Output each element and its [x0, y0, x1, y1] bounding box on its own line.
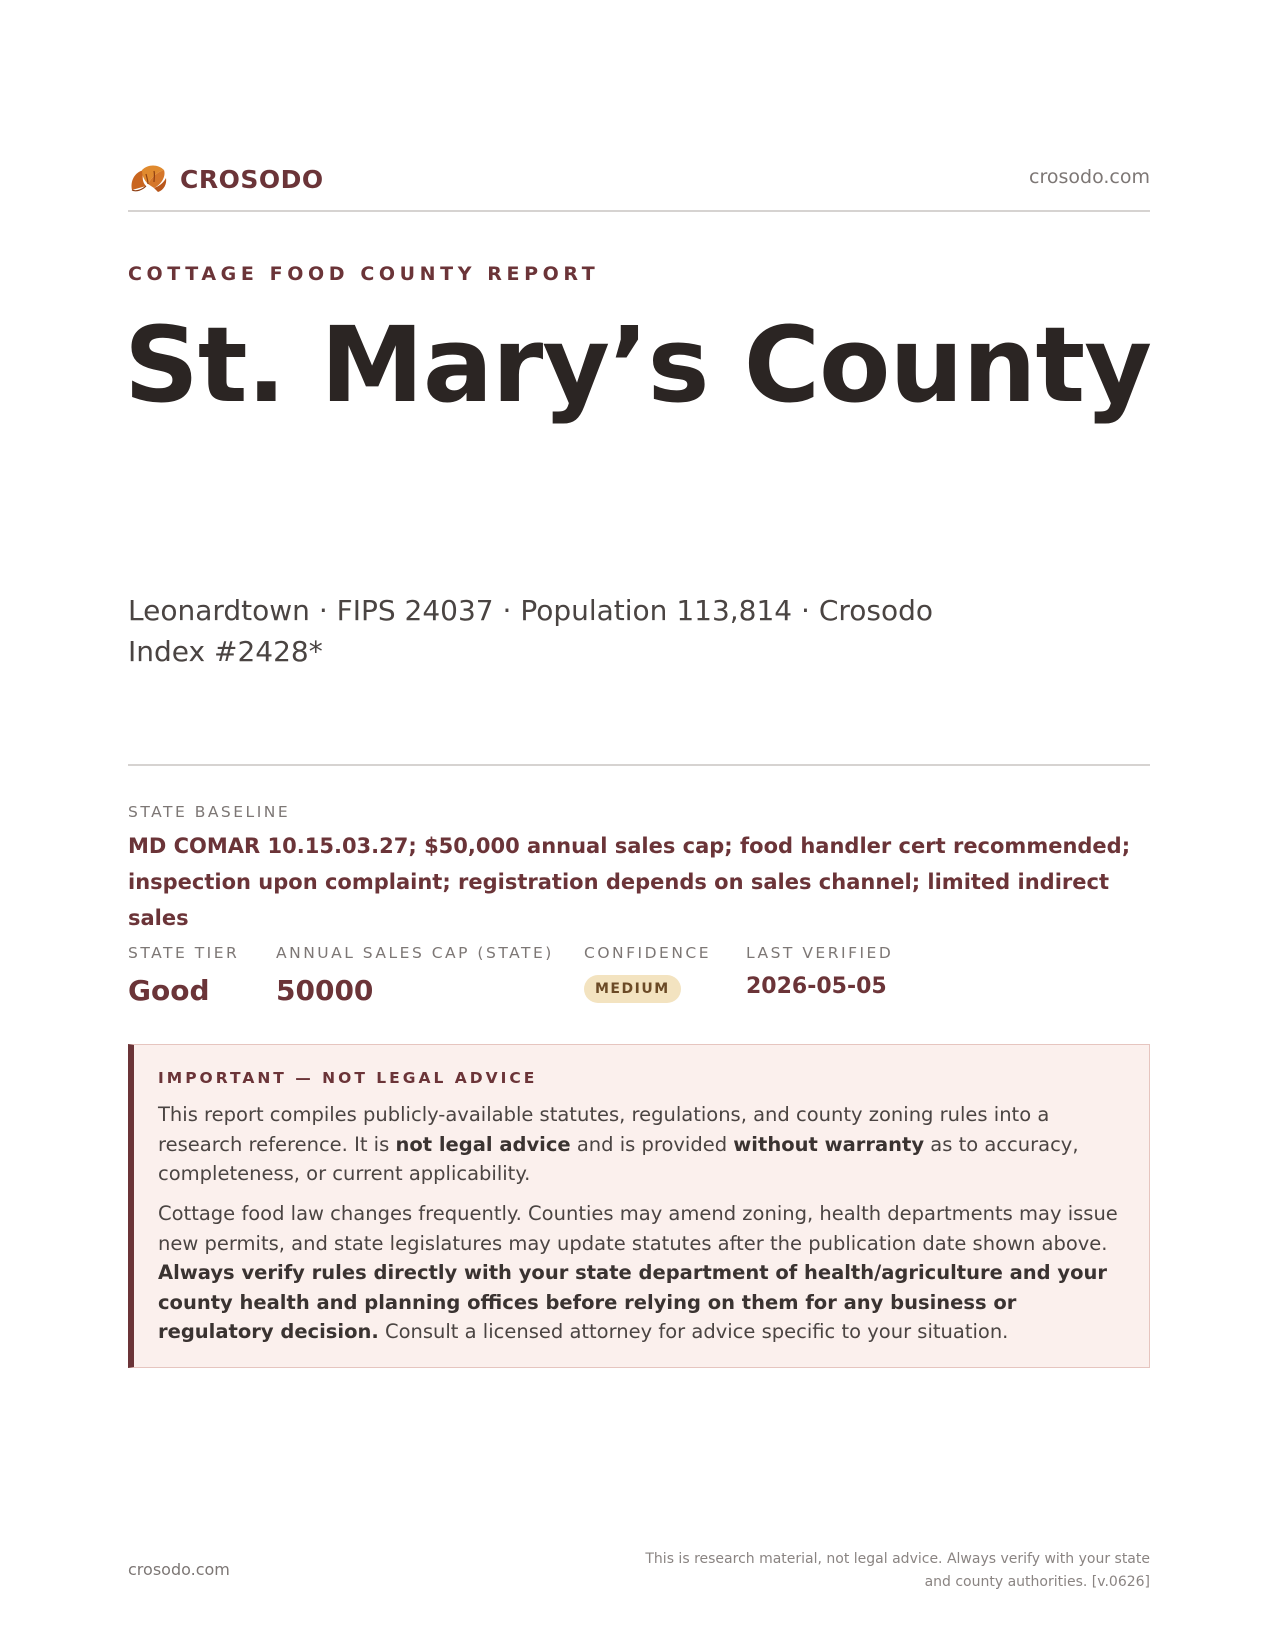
brand-name: CROSODO — [180, 164, 324, 194]
stat-value: Good — [128, 974, 210, 1007]
brand[interactable] — [128, 160, 324, 198]
footer-site[interactable]: crosodo.com — [128, 1560, 230, 1579]
confidence-badge: MEDIUM — [584, 975, 681, 1003]
notice-emphasis: Always verify rules directly with your state department of health/agriculture and your county health and planning offices before relying on them for any business or regulatory decision. — [158, 1261, 1108, 1343]
notice-emphasis: without warranty — [733, 1132, 925, 1156]
stat-confidence — [584, 944, 711, 1003]
legal-notice — [128, 1044, 1150, 1368]
notice-paragraph — [158, 1100, 1118, 1189]
stat-label: LAST VERIFIED — [746, 944, 894, 962]
notice-emphasis: not legal advice — [395, 1132, 571, 1156]
notice-text: as to accuracy, completeness, or current applicability. — [158, 1132, 1079, 1185]
page-header — [128, 156, 1150, 212]
notice-text: and is provided — [570, 1132, 734, 1156]
notice-title: IMPORTANT — NOT LEGAL ADVICE — [158, 1069, 538, 1087]
report-eyebrow: COTTAGE FOOD COUNTY REPORT — [128, 263, 600, 285]
county-subtitle: Leonardtown · FIPS 24037 · Population 113,814 · Crosodo Index #2428* — [128, 594, 934, 668]
stat-value: 2026-05-05 — [746, 974, 887, 999]
footer-disclaimer: This is research material, not legal advice. Always verify with your state and county authorities. [v.0626] — [645, 1551, 1150, 1590]
section-divider — [128, 764, 1150, 766]
stat-label: CONFIDENCE — [584, 944, 712, 962]
stat-label: STATE TIER — [128, 944, 240, 962]
notice-text: This report compiles publicly-available statutes, regulations, and county zoning rules into a research reference. It is — [158, 1103, 1050, 1156]
page-title: St. Mary’s County — [124, 304, 1152, 426]
notice-text: Cottage food law changes frequently. Counties may amend zoning, health departments may issue new permits, and state legislatures may update statutes after the publication date shown above. — [158, 1202, 1118, 1255]
baseline-text: MD COMAR 10.15.03.27; $50,000 annual sales cap; food handler cert recommended; inspection upon complaint; registration depends on sales channel; limited indirect sales — [128, 834, 1131, 930]
stat-state-tier — [128, 944, 239, 1007]
stat-last-verified — [746, 944, 893, 999]
croissant-icon — [128, 160, 168, 198]
notice-paragraph — [158, 1199, 1118, 1347]
stat-value: 50000 — [276, 974, 374, 1007]
stat-sales-cap — [276, 944, 554, 1007]
baseline-label: STATE BASELINE — [128, 803, 291, 821]
stat-label: ANNUAL SALES CAP (STATE) — [276, 944, 554, 962]
notice-text: Consult a licensed attorney for advice specific to your situation. — [378, 1320, 1009, 1343]
site-link[interactable]: crosodo.com — [1029, 166, 1150, 188]
